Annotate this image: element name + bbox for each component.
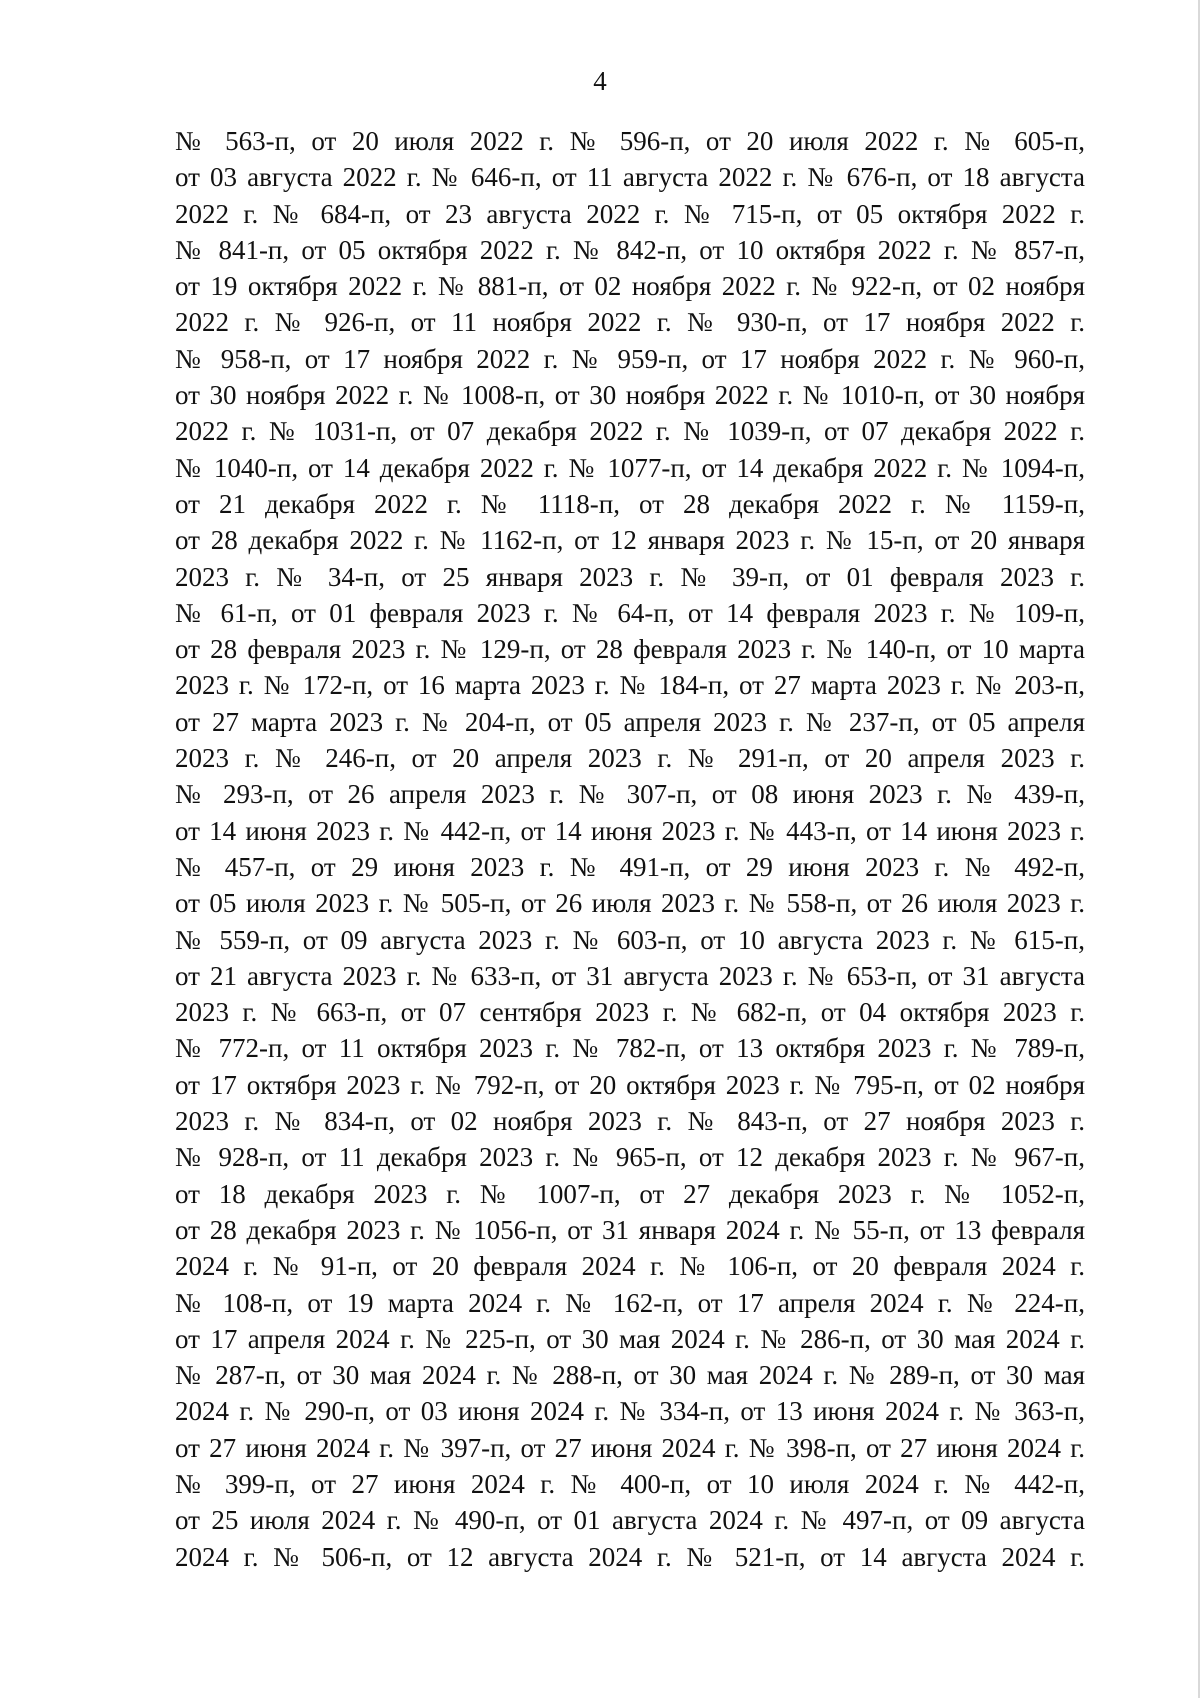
body-text (175, 123, 1085, 1575)
text-line: № 559-п, от 09 августа 2023 г. № 603-п, от 10 августа 2023 г. № 615-п, (175, 924, 1085, 955)
text-line: № 61-п, от 01 февраля 2023 г. № 64-п, от 14 февраля 2023 г. № 109-п, (175, 597, 1085, 628)
text-line: № 1040-п, от 14 декабря 2022 г. № 1077-п, от 14 декабря 2022 г. № 1094-п, (175, 452, 1085, 483)
text-line: от 27 июня 2024 г. № 397-п, от 27 июня 2024 г. № 398-п, от 27 июня 2024 г. (175, 1432, 1085, 1463)
text-line: от 21 декабря 2022 г. № 1118-п, от 28 декабря 2022 г. № 1159-п, (175, 488, 1085, 519)
text-line: 2023 г. № 246-п, от 20 апреля 2023 г. № 291-п, от 20 апреля 2023 г. (175, 743, 1085, 774)
text-line: № 287-п, от 30 мая 2024 г. № 288-п, от 30 мая 2024 г. № 289-п, от 30 мая (175, 1360, 1085, 1391)
text-line: 2023 г. № 834-п, от 02 ноября 2023 г. № 843-п, от 27 ноября 2023 г. (175, 1106, 1085, 1137)
text-line: от 03 августа 2022 г. № 646-п, от 11 августа 2022 г. № 676-п, от 18 августа (175, 162, 1085, 193)
text-line: № 928-п, от 11 декабря 2023 г. № 965-п, от 12 декабря 2023 г. № 967-п, (175, 1142, 1085, 1173)
text-line: № 108-п, от 19 марта 2024 г. № 162-п, от 17 апреля 2024 г. № 224-п, (175, 1287, 1085, 1318)
text-line: 2022 г. № 684-п, от 23 августа 2022 г. № 715-п, от 05 октября 2022 г. (175, 198, 1085, 229)
text-line: от 18 декабря 2023 г. № 1007-п, от 27 декабря 2023 г. № 1052-п, (175, 1178, 1085, 1209)
text-line: № 772-п, от 11 октября 2023 г. № 782-п, от 13 октября 2023 г. № 789-п, (175, 1033, 1085, 1064)
text-line: от 19 октября 2022 г. № 881-п, от 02 ноября 2022 г. № 922-п, от 02 ноября (175, 271, 1085, 302)
page-number: 4 (593, 66, 607, 96)
text-line: № 457-п, от 29 июня 2023 г. № 491-п, от 29 июня 2023 г. № 492-п, (175, 851, 1085, 882)
text-line: 2023 г. № 34-п, от 25 января 2023 г. № 39-п, от 01 февраля 2023 г. (175, 561, 1085, 592)
text-line: 2024 г. № 91-п, от 20 февраля 2024 г. № 106-п, от 20 февраля 2024 г. (175, 1251, 1085, 1282)
text-line: № 841-п, от 05 октября 2022 г. № 842-п, от 10 октября 2022 г. № 857-п, (175, 234, 1085, 265)
text-line: № 563-п, от 20 июля 2022 г. № 596-п, от 20 июля 2022 г. № 605-п, (175, 126, 1085, 156)
text-line: от 30 ноября 2022 г. № 1008-п, от 30 ноября 2022 г. № 1010-п, от 30 ноября (175, 380, 1085, 411)
text-line: 2023 г. № 172-п, от 16 марта 2023 г. № 184-п, от 27 марта 2023 г. № 203-п, (175, 670, 1085, 701)
text-line: от 25 июля 2024 г. № 490-п, от 01 августа 2024 г. № 497-п, от 09 августа (175, 1505, 1085, 1536)
text-line: 2022 г. № 926-п, от 11 ноября 2022 г. № 930-п, от 17 ноября 2022 г. (175, 307, 1085, 338)
text-line: от 05 июля 2023 г. № 505-п, от 26 июля 2023 г. № 558-п, от 26 июля 2023 г. (175, 888, 1085, 919)
text-line: № 958-п, от 17 ноября 2022 г. № 959-п, от 17 ноября 2022 г. № 960-п, (175, 343, 1085, 374)
text-line: от 17 апреля 2024 г. № 225-п, от 30 мая 2024 г. № 286-п, от 30 мая 2024 г. (175, 1323, 1085, 1354)
text-line: от 14 июня 2023 г. № 442-п, от 14 июня 2023 г. № 443-п, от 14 июня 2023 г. (175, 815, 1085, 846)
text-line: № 293-п, от 26 апреля 2023 г. № 307-п, от 08 июня 2023 г. № 439-п, (175, 779, 1085, 810)
text-line: от 27 марта 2023 г. № 204-п, от 05 апреля 2023 г. № 237-п, от 05 апреля (175, 706, 1085, 737)
text-line: от 28 декабря 2023 г. № 1056-п, от 31 января 2024 г. № 55-п, от 13 февраля (175, 1214, 1085, 1245)
text-line: от 28 февраля 2023 г. № 129-п, от 28 февраля 2023 г. № 140-п, от 10 марта (175, 634, 1085, 665)
text-line: от 17 октября 2023 г. № 792-п, от 20 октября 2023 г. № 795-п, от 02 ноября (175, 1069, 1085, 1100)
text-line: 2024 г. № 506-п, от 12 августа 2024 г. № 521-п, от 14 августа 2024 г. (175, 1541, 1085, 1572)
text-line: № 399-п, от 27 июня 2024 г. № 400-п, от 10 июля 2024 г. № 442-п, (175, 1468, 1085, 1499)
text-line: от 28 декабря 2022 г. № 1162-п, от 12 января 2023 г. № 15-п, от 20 января (175, 525, 1085, 556)
text-line: 2024 г. № 290-п, от 03 июня 2024 г. № 334-п, от 13 июня 2024 г. № 363-п, (175, 1396, 1085, 1427)
text-line: 2023 г. № 663-п, от 07 сентября 2023 г. № 682-п, от 04 октября 2023 г. (175, 997, 1085, 1028)
text-line: 2022 г. № 1031-п, от 07 декабря 2022 г. № 1039-п, от 07 декабря 2022 г. (175, 416, 1085, 447)
text-line: от 21 августа 2023 г. № 633-п, от 31 августа 2023 г. № 653-п, от 31 августа (175, 960, 1085, 991)
